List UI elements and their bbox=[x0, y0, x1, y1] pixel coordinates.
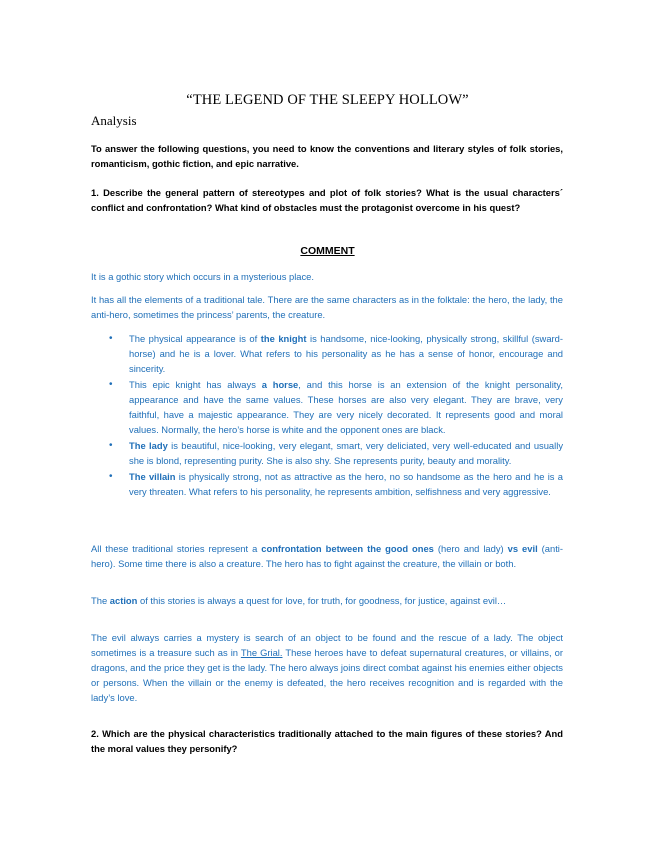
bullet-icon: • bbox=[109, 379, 113, 390]
character-bullet-list bbox=[107, 331, 563, 500]
paragraph-text: (anti-hero). Some time there is also a creature. The hero has to fight against the creature, the villain or both. bbox=[91, 543, 564, 569]
bullet-keyword: the knight bbox=[260, 333, 307, 344]
bullet-knight bbox=[107, 331, 563, 376]
paragraph-text: of this stories is always a quest for love, for truth, for goodness, for justice, against evil… bbox=[137, 595, 507, 606]
bullet-lady bbox=[107, 438, 563, 468]
bullet-keyword: The lady bbox=[129, 440, 168, 451]
bullet-icon: • bbox=[109, 333, 113, 344]
question-1 bbox=[91, 185, 563, 215]
bullet-text: is physically strong, not as attractive as the hero, no so handsome as the hero and he is a very threaten. What refers to his personality, he represents ambition, selfishness and very aggressive. bbox=[129, 471, 563, 497]
document-title: “THE LEGEND OF THE SLEEPY HOLLOW” bbox=[186, 92, 469, 108]
bullet-keyword: a horse bbox=[261, 379, 299, 390]
paragraph-text: (hero and lady) bbox=[433, 543, 508, 554]
comment-paragraph-3 bbox=[91, 541, 563, 571]
question-2 bbox=[91, 726, 563, 756]
comment-heading: COMMENT bbox=[300, 245, 355, 257]
bullet-villain bbox=[107, 469, 563, 499]
bullet-icon: • bbox=[109, 471, 113, 482]
paragraph-text: The evil always carries a mystery is search of an object to be found and the rescue of a lady. The object sometimes is a treasure such as in bbox=[91, 632, 563, 658]
comment-paragraph-4 bbox=[91, 593, 563, 608]
document-subtitle: Analysis bbox=[91, 113, 137, 128]
comment-paragraph-2: It has all the elements of a traditional tale. There are the same characters as in the folktale: the hero, the lady, the anti-hero, sometimes the princess’ parents, the creature. bbox=[91, 294, 563, 320]
bullet-horse bbox=[107, 377, 563, 437]
comment-paragraph-5 bbox=[91, 630, 563, 705]
bullet-icon: • bbox=[109, 440, 113, 451]
comment-paragraph-1: It is a gothic story which occurs in a mysterious place. bbox=[91, 271, 315, 282]
paragraph-keyword: vs evil bbox=[507, 543, 538, 554]
bullet-text: The physical appearance is of bbox=[129, 333, 261, 344]
bullet-text: , and this horse is an extension of the knight personality, appearance and have the same values. These horses are also very elegant. They are brave, very faithful, have a majestic appearance. They are very nicely decorated. It represents good and moral values. Normally, the hero’s horse is white and the opponent ones are black. bbox=[129, 379, 563, 435]
paragraph-keyword: confrontation between the good ones bbox=[261, 543, 434, 554]
intro-instructions: To answer the following questions, you need to know the conventions and literary styles of folk stories, romanticism, gothic fiction, and epic narrative. bbox=[91, 143, 563, 169]
question-2-number: 2. bbox=[91, 728, 99, 739]
grial-reference: The Grial. bbox=[240, 647, 283, 658]
bullet-text: is handsome, nice-looking, physically strong, skillful (sward-horse) and he is a lover. What refers to his personality as he has a sense of honor, encourage and sincerity. bbox=[129, 333, 563, 374]
paragraph-text: The bbox=[91, 595, 110, 606]
paragraph-keyword: action bbox=[109, 595, 138, 606]
question-1-number: 1. bbox=[91, 187, 99, 198]
bullet-text: is beautiful, nice-looking, very elegant, smart, very deliciated, very well-educated and usually she is blond, representing purity. She is also shy. She represents purity, beauty and morality. bbox=[129, 440, 564, 466]
question-2-text: Which are the physical characteristics traditionally attached to the main figures of these stories? And the moral values they personify? bbox=[91, 728, 563, 754]
paragraph-text: All these traditional stories represent a bbox=[91, 543, 262, 554]
paragraph-text: These heroes have to defeat supernatural creatures, or villains, or dragons, and the price they get is the lady. The hero always joins direct combat against his enemies either objects or persons. When the villain or the enemy is defeated, the hero receives recognition and is regarded with the lady’s love. bbox=[91, 647, 563, 703]
bullet-keyword: The villain bbox=[129, 471, 176, 482]
question-1-text: Describe the general pattern of stereotypes and plot of folk stories? What is the usual characters´ conflict and confrontation? What kind of obstacles must the protagonist overcome in his quest? bbox=[91, 187, 563, 213]
bullet-text: This epic knight has always bbox=[129, 379, 262, 390]
